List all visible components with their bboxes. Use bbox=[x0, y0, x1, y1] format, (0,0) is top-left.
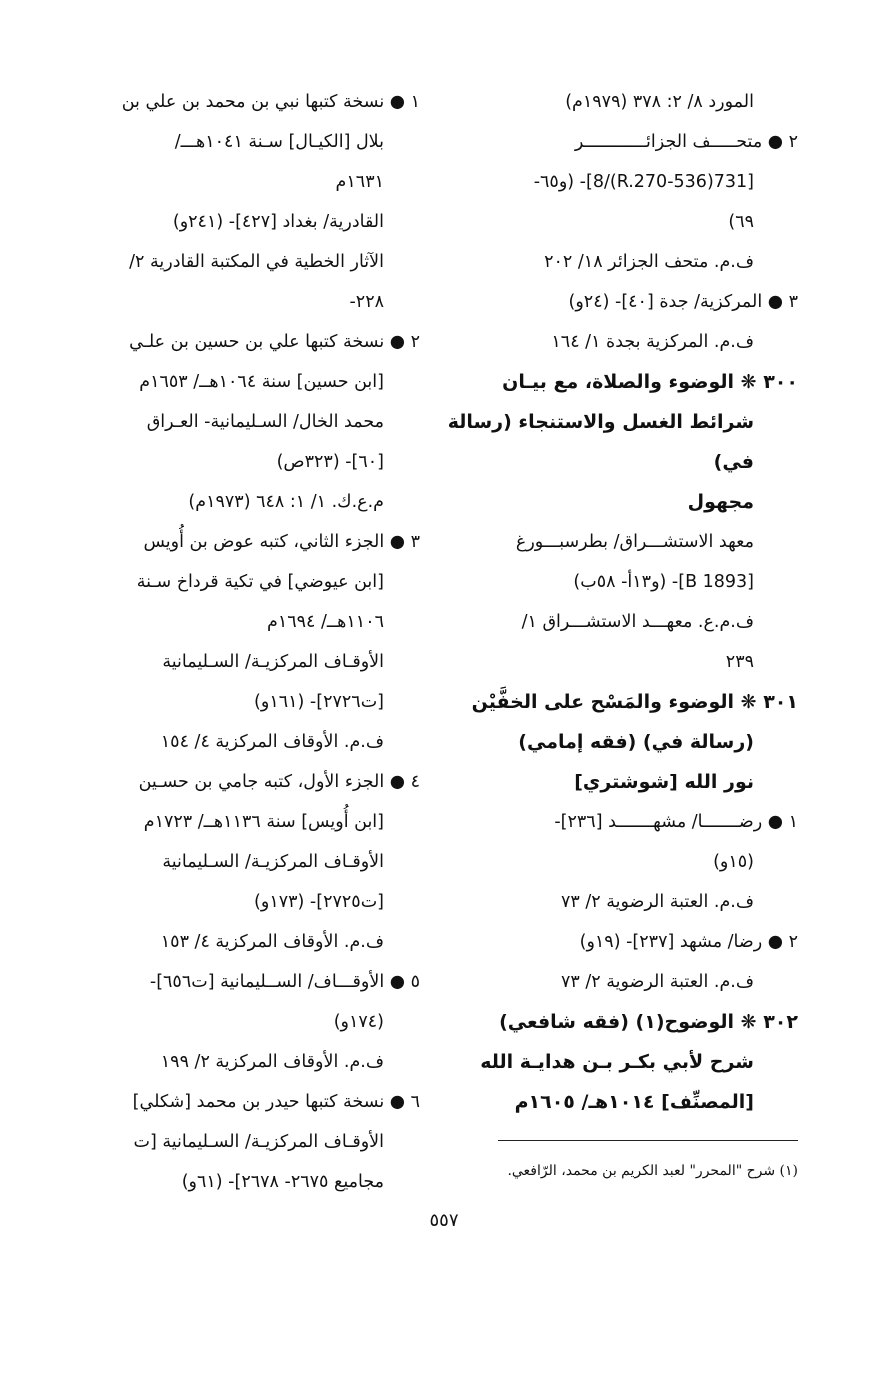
text-line: (رسالة في) (فقه إمامي) bbox=[518, 731, 754, 753]
text-line: ٣٠٢ ❋ الوضوح(١) (فقه شافعي) bbox=[499, 1011, 798, 1033]
text-line: [ت٢٧٢٥]- (١٧٣و) bbox=[254, 892, 384, 912]
right-column bbox=[428, 82, 798, 1122]
text-line: [٦٠]- (٣٢٣ص) bbox=[276, 452, 384, 472]
text-line: ٢٣٩ bbox=[725, 652, 754, 672]
text-line: (١٧٤و) bbox=[333, 1012, 384, 1032]
text-line: ف.م. المركزية بجدة ١/ ١٦٤ bbox=[551, 332, 754, 352]
text-line: ٤ ● الجزء الأول، كتبه جامي بن حسـين bbox=[138, 772, 420, 792]
text-line: مجاميع ٢٦٧٥- ٢٦٧٨]- (٦١و) bbox=[181, 1172, 384, 1192]
text-line: ٣٠١ ❋ الوضوء والمَسْح على الخفَّيْن bbox=[471, 691, 798, 713]
text-line: القادرية/ بغداد [٤٢٧]- (٢٤١و) bbox=[172, 212, 384, 232]
text-line: ف.م.ع. معهـــد الاستشـــراق ١/ bbox=[521, 612, 754, 632]
text-line: محمد الخال/ السـليمانية- العـراق bbox=[146, 412, 384, 432]
text-line: في) bbox=[713, 451, 754, 473]
text-line: ٦ ● نسخة كتبها حيدر بن محمد [شكلي] bbox=[132, 1092, 420, 1112]
text-line: ٥ ● الأوقـــاف/ الســليمانية [ت٦٥٦]- bbox=[149, 972, 420, 992]
text-line: معهد الاستشـــراق/ بطرسبـــورغ bbox=[515, 532, 754, 552]
footnote-divider bbox=[498, 1140, 798, 1141]
text-line: [ابن أُويس] سنة ١١٣٦هــ/ ١٧٢٣م bbox=[143, 812, 384, 832]
text-line: المورد ٨/ ٢: ٣٧٨ (١٩٧٩م) bbox=[565, 92, 754, 112]
text-line: ١ ● رضـــــــا/ مشهـــــــد [٢٣٦]- bbox=[554, 812, 798, 832]
text-line: شرح لأبي بكـر بـن هدايـة الله bbox=[480, 1051, 754, 1073]
text-line: ٦٩) bbox=[728, 212, 754, 232]
text-line: م.ع.ك. ١/ ١: ٦٤٨ (١٩٧٣م) bbox=[188, 492, 384, 512]
text-line: ف.م. الأوقاف المركزية ٤/ ١٥٤ bbox=[160, 732, 384, 752]
text-line: ف.م. العتبة الرضوية ٢/ ٧٣ bbox=[560, 972, 754, 992]
text-line: ٣ ● الجزء الثاني، كتبه عوض بن أُويس bbox=[143, 532, 420, 552]
text-line: ٢ ● رضا/ مشهد [٢٣٧]- (١٩و) bbox=[579, 932, 798, 952]
text-line: [731(536-R.270)/8]- (و٦٥- bbox=[533, 172, 754, 192]
text-line: (١٥و) bbox=[713, 852, 754, 872]
text-line: الأوقـاف المركزيـة/ السـليمانية [ت bbox=[133, 1132, 384, 1152]
text-line: [ابن حسين] سنة ١٠٦٤هــ/ ١٦٥٣م bbox=[139, 372, 384, 392]
text-line: ف.م. الأوقاف المركزية ٢/ ١٩٩ bbox=[160, 1052, 384, 1072]
text-line: ١١٠٦هــ/ ١٦٩٤م bbox=[266, 612, 384, 632]
text-line: ٢ ● نسخة كتبها علي بن حسين بن علـي bbox=[129, 332, 420, 352]
text-line: نور الله [شوشتري] bbox=[574, 771, 754, 793]
text-line: ٢ ● متحـــــف الجزائــــــــــــر bbox=[574, 132, 798, 152]
text-line: ف.م. الأوقاف المركزية ٤/ ١٥٣ bbox=[160, 932, 384, 952]
text-line: [المصنِّف] ١٠١٤هـ/ ١٦٠٥م bbox=[514, 1091, 754, 1113]
text-line: ٢٢٨- bbox=[349, 292, 384, 312]
text-line: ٣٠٠ ❋ الوضوء والصلاة، مع بيـان bbox=[502, 371, 798, 393]
text-line: ف.م. متحف الجزائر ١٨/ ٢٠٢ bbox=[544, 252, 754, 272]
page-number: ٥٥٧ bbox=[429, 1210, 459, 1231]
text-line: [B 1893]- (و١٣أ- ٥٨ب) bbox=[573, 572, 754, 592]
text-line: بلال [الكيـال] سـنة ١٠٤١هـــ/ bbox=[174, 132, 384, 152]
text-line: ١٦٣١م bbox=[335, 172, 384, 192]
text-line: شرائط الغسل والاستنجاء (رسالة bbox=[447, 411, 754, 433]
left-column bbox=[92, 82, 420, 1202]
text-line: الأوقـاف المركزيـة/ السـليمانية bbox=[162, 852, 384, 872]
text-line: مجهول bbox=[687, 491, 754, 513]
text-line: [ت٢٧٢٦]- (١٦١و) bbox=[254, 692, 384, 712]
text-line: الأوقـاف المركزيـة/ السـليمانية bbox=[162, 652, 384, 672]
text-line: [ابن عيوضي] في تكية قرداخ سـنة bbox=[136, 572, 384, 592]
text-line: ف.م. العتبة الرضوية ٢/ ٧٣ bbox=[560, 892, 754, 912]
footnote: (١) شرح "المحرر" لعبد الكريم بن محمد، الرّافعي. bbox=[507, 1163, 798, 1179]
text-line: الآثار الخطية في المكتبة القادرية ٢/ bbox=[129, 252, 384, 272]
text-line: ١ ● نسخة كتبها نبي بن محمد بن علي بن bbox=[121, 92, 420, 112]
text-line: ٣ ● المركزية/ جدة [٤٠]- (٢٤و) bbox=[568, 292, 798, 312]
